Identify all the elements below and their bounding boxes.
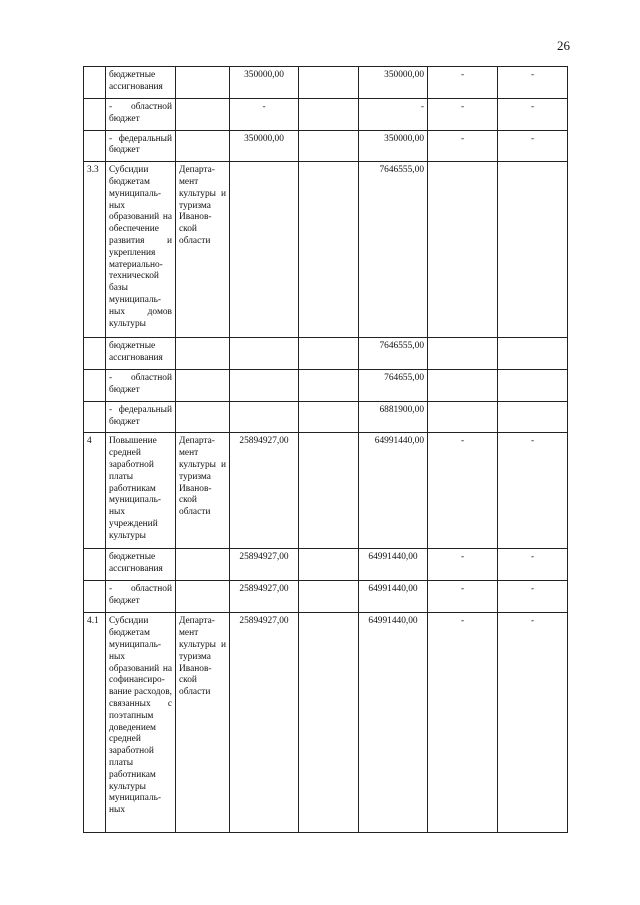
row-name: - федеральный бюджет	[106, 401, 176, 433]
value-cell: 25894927,00	[230, 613, 299, 833]
row-number	[84, 99, 106, 131]
value-cell: -	[428, 130, 498, 162]
value-cell: -	[428, 613, 498, 833]
value-cell: 25894927,00	[230, 549, 299, 581]
value-cell: -	[498, 67, 568, 99]
row-executor	[176, 130, 230, 162]
value-cell: 25894927,00	[230, 581, 299, 613]
table-row	[84, 67, 568, 99]
value-cell	[230, 401, 299, 433]
value-cell: 64991440,00	[359, 433, 428, 549]
value-cell: 350000,00	[230, 130, 299, 162]
row-executor	[176, 401, 230, 433]
row-number	[84, 67, 106, 99]
value-cell	[428, 162, 498, 338]
row-name: - федеральный бюджет	[106, 130, 176, 162]
value-cell	[230, 370, 299, 402]
value-cell	[299, 433, 359, 549]
table-row	[84, 401, 568, 433]
row-executor: Департа-мент культуры и туризма Иванов-ской области	[176, 162, 230, 338]
value-cell	[299, 338, 359, 370]
value-cell: -	[498, 99, 568, 131]
value-cell	[428, 370, 498, 402]
table-row	[84, 338, 568, 370]
value-cell	[299, 99, 359, 131]
value-cell	[299, 130, 359, 162]
value-cell	[230, 162, 299, 338]
row-executor	[176, 338, 230, 370]
value-cell: -	[428, 581, 498, 613]
value-cell: 350000,00	[230, 67, 299, 99]
value-cell: 7646555,00	[359, 338, 428, 370]
table-row	[84, 581, 568, 613]
value-cell	[498, 401, 568, 433]
row-number: 4	[84, 433, 106, 549]
value-cell: -	[230, 99, 299, 131]
value-cell	[428, 338, 498, 370]
row-executor	[176, 99, 230, 131]
row-number	[84, 130, 106, 162]
page-number: 26	[557, 38, 570, 53]
value-cell	[299, 549, 359, 581]
value-cell	[299, 401, 359, 433]
row-executor	[176, 581, 230, 613]
value-cell: -	[428, 549, 498, 581]
row-name: бюджетные ассигнования	[106, 549, 176, 581]
value-cell: -	[428, 67, 498, 99]
value-cell	[230, 338, 299, 370]
row-name: бюджетные ассигнования	[106, 338, 176, 370]
value-cell: 64991440,00	[359, 549, 428, 581]
value-cell	[498, 370, 568, 402]
value-cell: 6881900,00	[359, 401, 428, 433]
row-name: Повышение средней заработной платы работникам муниципаль-ных учреждений культуры	[106, 433, 176, 549]
value-cell	[428, 401, 498, 433]
value-cell	[299, 581, 359, 613]
value-cell	[498, 162, 568, 338]
value-cell: -	[498, 130, 568, 162]
row-executor	[176, 549, 230, 581]
value-cell	[299, 370, 359, 402]
value-cell: 25894927,00	[230, 433, 299, 549]
row-executor	[176, 67, 230, 99]
table-row	[84, 613, 568, 833]
row-name: Субсидии бюджетам муниципаль-ных образований на обеспечение развития и укрепления материально-технической базы муниципаль-ных домов культуры	[106, 162, 176, 338]
value-cell: 64991440,00	[359, 581, 428, 613]
row-number	[84, 338, 106, 370]
value-cell: -	[359, 99, 428, 131]
row-name: - областной бюджет	[106, 99, 176, 131]
value-cell	[498, 338, 568, 370]
budget-table	[83, 66, 568, 833]
table-row	[84, 99, 568, 131]
row-executor: Департа-мент культуры и туризма Иванов-ской области	[176, 613, 230, 833]
value-cell: 64991440,00	[359, 613, 428, 833]
value-cell: -	[498, 613, 568, 833]
row-name: бюджетные ассигнования	[106, 67, 176, 99]
table-row	[84, 433, 568, 549]
value-cell: -	[498, 581, 568, 613]
value-cell: -	[498, 433, 568, 549]
row-number	[84, 401, 106, 433]
value-cell: 350000,00	[359, 67, 428, 99]
value-cell	[299, 613, 359, 833]
value-cell	[299, 67, 359, 99]
table-row	[84, 549, 568, 581]
value-cell: -	[428, 99, 498, 131]
value-cell	[299, 162, 359, 338]
table-row	[84, 370, 568, 402]
value-cell: 7646555,00	[359, 162, 428, 338]
row-name: - областной бюджет	[106, 370, 176, 402]
row-number	[84, 549, 106, 581]
row-name: Субсидии бюджетам муниципаль-ных образований на софинансиро-вание расходов, связанных с поэтапным доведением средней заработной платы работникам культуры муниципаль-ных	[106, 613, 176, 833]
row-number: 4.1	[84, 613, 106, 833]
row-number: 3.3	[84, 162, 106, 338]
row-name: - областной бюджет	[106, 581, 176, 613]
table-row	[84, 162, 568, 338]
row-executor	[176, 370, 230, 402]
value-cell: -	[498, 549, 568, 581]
value-cell: 764655,00	[359, 370, 428, 402]
row-number	[84, 581, 106, 613]
table-row	[84, 130, 568, 162]
value-cell: -	[428, 433, 498, 549]
row-number	[84, 370, 106, 402]
row-executor: Департа-мент культуры и туризма Иванов-ской области	[176, 433, 230, 549]
value-cell: 350000,00	[359, 130, 428, 162]
